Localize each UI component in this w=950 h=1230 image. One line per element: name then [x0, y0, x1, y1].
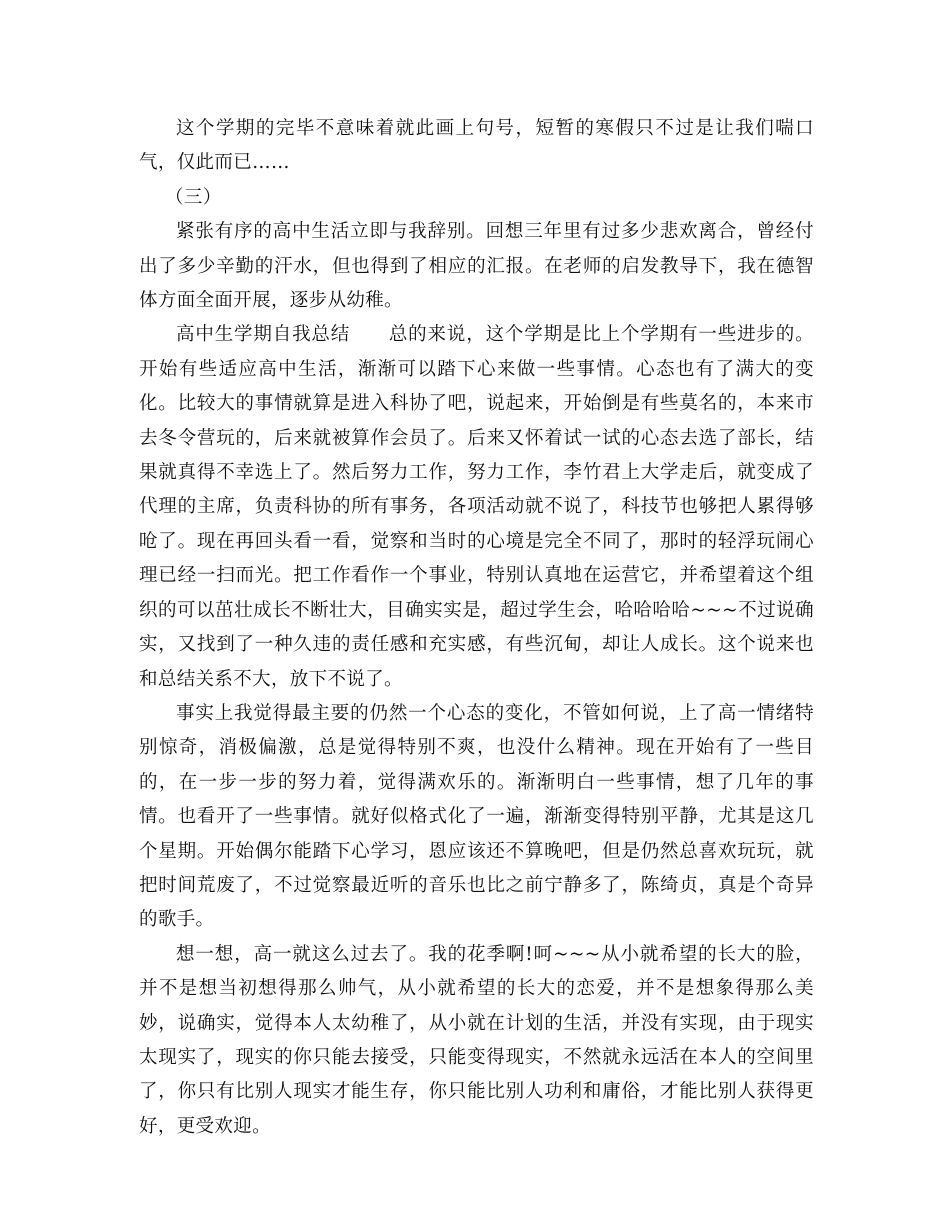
paragraph-semester-end: 这个学期的完毕不意味着就此画上句号，短暂的寒假只不过是让我们喘口气，仅此而已…… — [139, 118, 814, 174]
section-heading-three: （三） — [165, 186, 222, 208]
paragraph-reflection: 想一想，高一就这么过去了。我的花季啊!呵~~~从小就希望的长大的脸，并不是想当初想得那么帅气，从小就希望的长大的恋爱，并不是想象得那么美妙，说确实，觉得本人太幼稚了，从小就在计划的生活，并没有实现，由于现实太现实了，现实的你只能去接受，只能变得现实，不然就永远活在本人的空间里了，你只有比别人现实才能生存，你只能比别人功利和庸俗，才能比别人获得更好，更受欢迎。 — [139, 943, 814, 1137]
paragraph-mindset-change: 事实上我觉得最主要的仍然一个心态的变化，不管如何说，上了高一情绪特别惊奇，消极偏激，总是觉得特别不爽，也没什么精神。现在开始有了一些目的，在一步一步的努力着，觉得满欢乐的。渐渐明白一些事情，想了几年的事情。也看开了一些事情。就好似格式化了一遍，渐渐变得特别平静，尤其是这几个星期。开始偶尔能踏下心学习，恩应该还不算晚吧，但是仍然总喜欢玩玩，就把时间荒废了，不过觉察最近听的音乐也比之前宁静多了，陈绮贞，真是个奇异的歌手。 — [139, 702, 814, 931]
paragraph-high-school-farewell: 紧张有序的高中生活立即与我辞别。回想三年里有过多少悲欢离合，曾经付出了多少辛勤的汗水，但也得到了相应的汇报。在老师的启发教导下，我在德智体方面全面开展，逐步从幼稚。 — [139, 221, 814, 312]
document-body — [139, 112, 814, 1144]
paragraph-self-summary: 高中生学期自我总结 总的来说，这个学期是比上个学期有一些进步的。开始有些适应高中生活，渐渐可以踏下心来做一些事情。心态也有了满大的变化。比较大的事情就算是进入科协了吧，说起来，开始倒是有些莫名的，本来市去冬令营玩的，后来就被算作会员了。后来又怀着试一试的心态去选了部长，结果就真得不幸选上了。然后努力工作，努力工作，李竹君上大学走后，就变成了代理的主席，负责科协的所有事务，各项活动就不说了，科技节也够把人累得够呛了。现在再回头看一看，觉察和当时的心境是完全不同了，那时的轻浮玩闹心理已经一扫而光。把工作看作一个事业，特别认真地在运营它，并希望着这个组织的可以茁壮成长不断壮大，目确实实是，超过学生会，哈哈哈哈~~~不过说确实，又找到了一种久违的责任感和充实感，有些沉甸，却让人成长。这个说来也和总结关系不大，放下不说了。 — [139, 324, 814, 690]
